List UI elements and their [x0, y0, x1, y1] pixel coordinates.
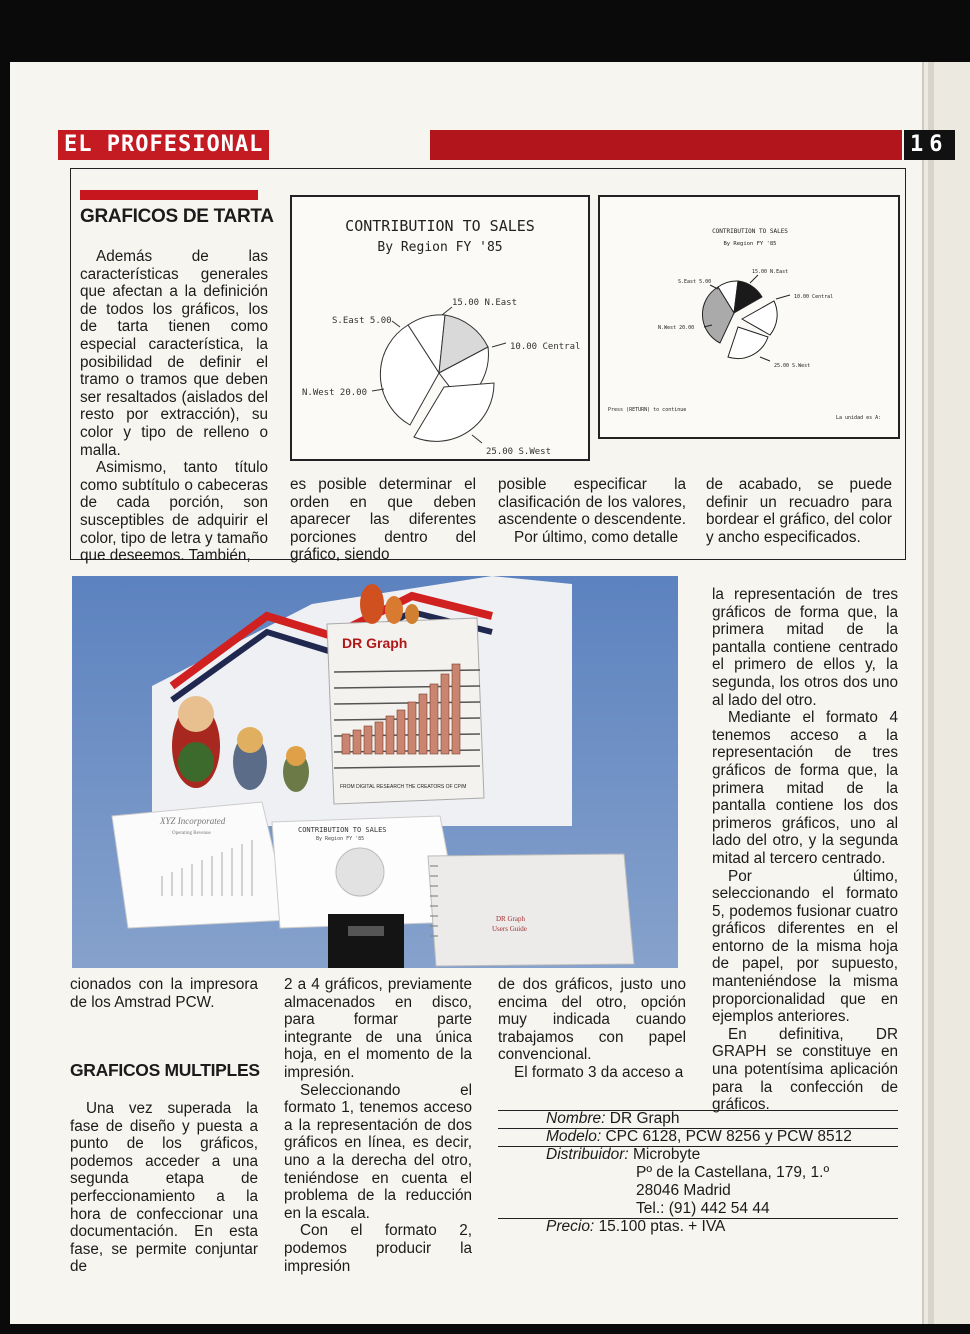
screen2-title: CONTRIBUTION TO SALES — [712, 228, 788, 235]
sheet1-subtitle: Operating Revenue — [172, 831, 211, 836]
screen1-label: N.West 20.00 — [302, 388, 368, 398]
screen2-unit-note: La unidad es A: — [836, 415, 882, 421]
screen1-label: 10.00 Central — [510, 342, 581, 352]
right-column — [712, 586, 898, 1114]
spec-label: Modelo: — [546, 1128, 602, 1145]
leader — [710, 285, 718, 289]
paragraph: Una vez superada la fase de diseño y puesta a punto de los gráficos, podemos acceder a una segunda etapa de perfeccionamiento a la hora de confeccionar una documentación. En esta fase, se permite conjuntar de — [70, 1100, 258, 1276]
multiples-column — [70, 1100, 258, 1276]
screen1-pie — [372, 307, 506, 443]
screen2-label: S.East 5.00 — [678, 279, 712, 285]
leader — [392, 321, 400, 327]
paragraph: de acabado, se puede definir un recuadro para bordear el gráfico, del color y ancho especificados. — [706, 476, 892, 546]
tarta-column-4 — [706, 476, 892, 546]
spec-value: DR Graph — [609, 1110, 680, 1127]
paragraph: Por último, seleccionando el formato 5, podemos fusionar cuatro gráficos diferentes en el entorno de la misma hoja de papel, por supuesto, manteniéndose la misma proporcionalidad que en ejemplos anteriores. — [712, 867, 898, 1026]
leader — [492, 343, 506, 347]
pie-screen-2 — [598, 195, 900, 439]
paragraph: 2 a 4 gráficos, previamente almacenados en disco, para formar parte integrante de una única hoja, en el momento de la impresión. — [284, 976, 472, 1081]
sheet2-title: CONTRIBUTION TO SALES — [298, 826, 387, 834]
paragraph: es posible determinar el orden en que deben aparecer las diferentes porciones dentro del gráfico, siendo — [290, 476, 476, 564]
tarta-column-1 — [80, 248, 268, 565]
header-red-bar — [430, 130, 902, 160]
spec-address-2: 28046 Madrid — [636, 1182, 731, 1199]
paragraph: cionados con la impresora de los Amstrad PCW. — [70, 976, 258, 1011]
leader — [750, 275, 758, 283]
screen2-label: 10.00 Central — [794, 294, 834, 300]
screen2-label: 25.00 S.West — [774, 363, 811, 369]
spec-label: Precio: — [546, 1218, 595, 1235]
product-photo-illustration — [72, 576, 678, 968]
screen1-label: 25.00 S.West — [486, 447, 552, 457]
page-number-text: 16 — [904, 130, 955, 160]
floppy-disk — [328, 914, 404, 968]
tarta-column-2 — [290, 476, 476, 564]
leader — [442, 307, 452, 315]
screen1-title: CONTRIBUTION TO SALES — [345, 217, 535, 235]
screen2-label: 15.00 N.East — [752, 269, 789, 275]
pie-slice-s-west — [728, 327, 768, 359]
paragraph: Mediante el formato 4 tenemos acceso a la representación de tres gráficos de forma que, la primera mitad de la pantalla contiene los dos primeros gráficos, uno al lado del otro, y la segunda mitad al tercero centrado. — [712, 709, 898, 867]
screen1-label: S.East 5.00 — [332, 316, 392, 326]
pie-slice-n-east — [734, 281, 762, 313]
sheet2-subtitle: By Region FY '85 — [316, 836, 365, 842]
page-number — [904, 130, 955, 160]
spec-value: Microbyte — [633, 1146, 701, 1163]
tarta-column-3 — [498, 476, 686, 546]
paragraph: posible especificar la clasificación de los valores, ascendente o descendente. — [498, 476, 686, 529]
bottom-column-2 — [284, 976, 472, 1275]
spec-address-1: Pº de la Castellana, 179, 1.º — [636, 1164, 830, 1181]
leader — [472, 435, 482, 443]
spec-value: CPC 6128, PCW 8256 y PCW 8512 — [605, 1128, 852, 1145]
spec-value: 15.100 ptas. + IVA — [598, 1218, 726, 1235]
manual-title: DR Graph — [496, 915, 525, 923]
paragraph: En definitiva, DR GRAPH se constituye en una potentísima aplicación para la confección de gráficos. — [712, 1025, 898, 1114]
paragraph: Con el formato 2, podemos producir la impresión — [284, 1222, 472, 1275]
paragraph: Asimismo, tanto título como subtítulo o cabeceras de cada porción, son susceptibles de adquirir el color, tipo de letra y tamaño que deseemos. También, — [80, 459, 268, 565]
screen1-label: 15.00 N.East — [452, 298, 518, 308]
pie-screen-2-graphic — [600, 197, 898, 437]
sheet2-pie — [336, 848, 384, 896]
spec-distribuidor — [546, 1146, 700, 1164]
heading-graficos-multiples: GRAFICOS MULTIPLES — [70, 1060, 260, 1080]
spec-modelo — [546, 1128, 852, 1146]
pie-screen-1 — [290, 195, 590, 461]
screen1-subtitle: By Region FY '85 — [377, 240, 503, 255]
section-title — [58, 130, 269, 160]
spec-nombre — [546, 1110, 680, 1128]
bottom-column-3 — [498, 976, 686, 1082]
heading-rule — [80, 190, 258, 200]
leader — [760, 357, 770, 361]
section-header — [58, 130, 949, 160]
paragraph: la representación de tres gráficos de forma que, la primera mitad de la pantalla contiene centrado el primero de ellos y, la segunda, los otros dos uno al lado del otro. — [712, 586, 898, 709]
product-photo — [72, 576, 678, 968]
leader — [776, 295, 790, 299]
screen2-prompt: Press (RETURN) to continue — [608, 407, 687, 413]
paragraph: de dos gráficos, justo uno encima del otro, opción muy indicada cuando trabajamos con papel convencional. — [498, 976, 686, 1064]
spec-label: Distribuidor: — [546, 1146, 629, 1163]
pie-screen-1-graphic — [292, 197, 588, 459]
section-title-text: EL PROFESIONAL — [58, 130, 269, 160]
screen2-label: N.West 20.00 — [658, 325, 695, 331]
spec-phone: Tel.: (91) 442 54 44 — [636, 1200, 770, 1217]
paragraph: Por último, como detalle — [514, 528, 679, 546]
floppy-shutter — [348, 926, 384, 936]
heading-graficos-de-tarta: GRAFICOS DE TARTA — [80, 206, 274, 227]
screen2-pie — [702, 275, 790, 361]
paragraph: El formato 3 da acceso a — [514, 1063, 684, 1081]
box-footer: FROM DIGITAL RESEARCH THE CREATORS OF CP/M — [340, 784, 467, 790]
box-brand: DR Graph — [342, 635, 408, 651]
bottom-column-1 — [70, 976, 258, 1011]
paragraph: Seleccionando el formato 1, tenemos acceso a la representación de dos gráficos en línea, es decir, uno a la derecha del otro, teniéndose en cuenta el problema de la reducción en la escala. — [284, 1081, 472, 1222]
screen2-subtitle: By Region FY '85 — [723, 241, 777, 247]
sheet1-title: XYZ Incorporated — [160, 816, 226, 826]
manual-subtitle: Users Guide — [492, 925, 527, 933]
spec-label: Nombre: — [546, 1110, 606, 1127]
spec-precio — [546, 1218, 725, 1236]
users-guide-manual — [428, 854, 634, 966]
page-edge — [928, 62, 934, 1324]
paragraph: Además de las características generales que afectan a la definición de todos los gráficos, los de tarta tienen como especial característica, la posibilidad de definir el tramo o tramos que deben ser resaltados (aislados del resto por extracción), su color y tipo de relleno o malla. — [80, 248, 268, 459]
